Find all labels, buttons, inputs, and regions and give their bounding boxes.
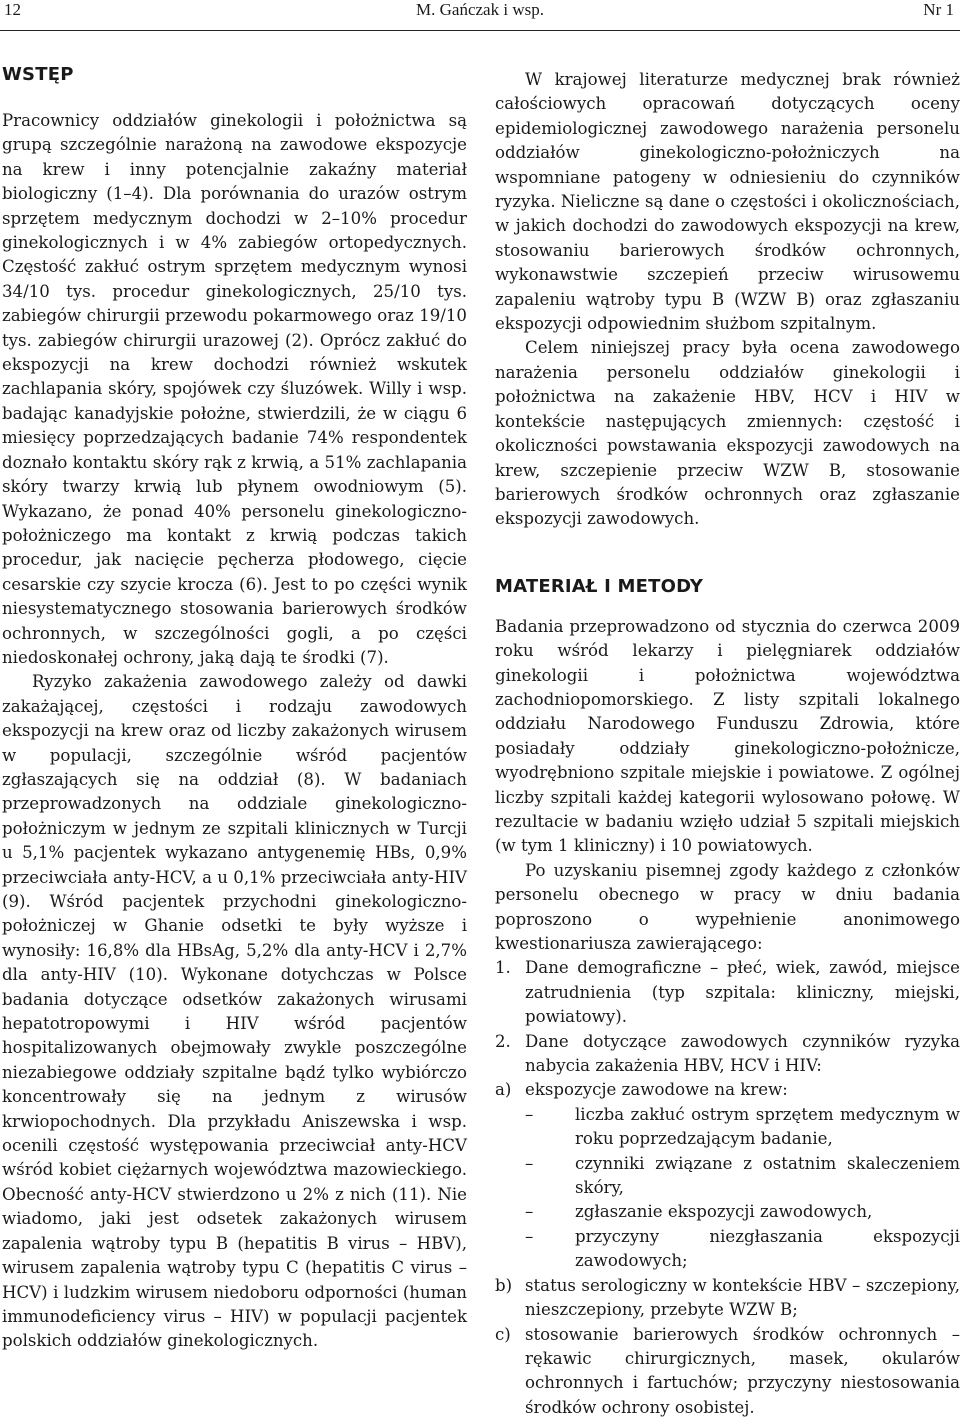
page-number: 12 (4, 0, 21, 20)
list-marker: – (525, 1225, 575, 1274)
paragraph: Badania przeprowadzono od stycznia do czerwca 2009 roku wśród lekarzy i pielęgniarek oddziałów ginekologii i położnictwa województwa zachodniopomorskiego. Z listy szpitali lokalnego oddziału Narodowego Funduszu Zdrowia, które posiadały oddziały ginekologiczno-położnicze, wyodrębniono szpitale miejskie i powiatowe. Z ogólnej liczby szpitali każdej kategorii wylosowano połowę. W rezultacie w badaniu wzięło udział 5 szpitali miejskich (w tym 1 kliniczny) i 10 powiatowych. (495, 615, 960, 859)
list-item-text: przyczyny niezgłaszania ekspozycji zawodowych; (575, 1225, 960, 1274)
paragraph: Pracownicy oddziałów ginekologii i położnictwa są grupą szczególnie narażoną na zawodowe ekspozycje na krew i inny potencjalnie zakaźny materiał biologiczny (1–4). Dla porównania do urazów ostrym sprzętem medycznym dochodzi w 2–10% procedur ginekologicznych i w 4% zabiegów ortopedycznych. Częstość zakłuć ostrym sprzętem medycznym wynosi 34/10 tys. procedur ginekologicznych, 25/10 tys. zabiegów chirurgii przewodu pokarmowego oraz 19/10 tys. zabiegów chirurgii urazowej (2). Oprócz zakłuć do ekspozycji na krew dochodzi również wskutek zachlapania skóry, spojówek czy śluzówek. Willy i wsp. badając kanadyjskie położne, stwierdzili, że w ciągu 6 miesięcy poprzedzających badanie 74% respondentek doznało kontaktu skóry rąk z krwią, a 51% zachlapania skóry twarzy krwią lub płynem owodniowym (5). Wykazano, że ponad 40% personelu ginekologiczno-położniczego ma kontakt z krwią podczas takich procedur, jak nacięcie pęcherza płodowego, cięcie cesarskie czy szycie krocza (6). Jest to po części wynik niesystematycznego stosowania barierowych środków ochronnych, w szczególności gogli, a po części niedoskonałej ochrony, jaką dają te środki (7). (2, 109, 467, 670)
list-item (495, 1274, 960, 1323)
list-marker: – (525, 1200, 575, 1224)
running-authors: M. Gańczak i wsp. (0, 0, 960, 20)
paragraph: Celem niniejszej pracy była ocena zawodowego narażenia personelu oddziałów ginekologii i położnictwa na zakażenie HBV, HCV i HIV w kontekście następujących zmiennych: częstość i okoliczności powstawania ekspozycji zawodowych na krew, szczepienie przeciw WZW B, stosowanie barierowych środków ochronnych oraz zgłaszanie ekspozycji zawodowych. (495, 336, 960, 531)
list-item-text: czynniki związane z ostatnim skaleczeniem skóry, (575, 1152, 960, 1201)
list-item-text: zgłaszanie ekspozycji zawodowych, (575, 1200, 960, 1224)
list-marker: 2. (495, 1030, 525, 1079)
list-item (525, 1225, 960, 1274)
list-marker: 1. (495, 956, 525, 1029)
list-item-text: Dane dotyczące zawodowych czynników ryzyka nabycia zakażenia HBV, HCV i HIV: (525, 1030, 960, 1079)
list-item (495, 956, 960, 1029)
list-marker: – (525, 1103, 575, 1152)
list-item-text: status serologiczny w kontekście HBV – szczepiony, nieszczepiony, przebyte WZW B; (525, 1274, 960, 1323)
header-rule (0, 30, 960, 31)
list-marker: c) (495, 1323, 525, 1420)
page-header (0, 0, 960, 22)
list-item-text: liczba zakłuć ostrym sprzętem medycznym w roku poprzedzającym badanie, (575, 1103, 960, 1152)
list-item (495, 1078, 960, 1102)
list-item (525, 1200, 960, 1224)
list-item (525, 1152, 960, 1201)
list-item (495, 1030, 960, 1079)
list-item-text: ekspozycje zawodowe na krew: (525, 1078, 960, 1102)
right-column (495, 68, 960, 1420)
questionnaire-list (495, 956, 960, 1420)
paragraph: Po uzyskaniu pisemnej zgody każdego z członków personelu obecnego w pracy w dniu badania poproszono o wypełnienie anonimowego kwestionariusza zawierającego: (495, 859, 960, 957)
paragraph: W krajowej literaturze medycznej brak również całościowych opracowań dotyczących oceny epidemiologicznej zawodowego narażenia personelu oddziałów ginekologiczno-położniczych na wspomniane patogeny w odniesieniu do czynników ryzyka. Nieliczne są dane o częstości i okolicznościach, w jakich dochodzi do zawodowych ekspozycji na krew, stosowaniu barierowych środków ochronnych, wykonawstwie szczepień przeciw wirusowemu zapaleniu wątroby typu B (WZW B) oraz zgłaszaniu ekspozycji odpowiednim służbom szpitalnym. (495, 68, 960, 336)
section-heading-intro: WSTĘP (2, 64, 467, 85)
paragraph: Ryzyko zakażenia zawodowego zależy od dawki zakażającej, częstości i rodzaju zawodowych ekspozycji na krew oraz od liczby zakażonych wirusem w populacji, szczególnie wśród pacjentów zgłaszających się na oddział (8). W badaniach przeprowadzonych na oddziale ginekologiczno-położniczym w jednym ze szpitali klinicznych w Turcji u 5,1% pacjentek wykazano antygenemię HBs, 0,9% przeciwciała anty-HCV, a u 0,1% przeciwciała anty-HIV (9). Wśród pacjentek przychodni ginekologiczno-położniczej w Ghanie odsetki te były wyższe i wynosiły: 16,8% dla HBsAg, 5,2% dla anty-HCV i 2,7% dla anty-HIV (10). Wykonane dotychczas w Polsce badania dotyczące odsetków zakażonych wirusami hepatotropowymi i HIV wśród pacjentów hospitalizowanych obejmowały zwykle poszczególne niezabiegowe oddziały szpitalne bądź tylko wybiórczo koncentrowały się na jednym z wirusów krwiopochodnych. Dla przykładu Aniszewska i wsp. ocenili częstość występowania przeciwciał anty-HCV wśród kobiet ciężarnych województwa mazowieckiego. Obecność anty-HCV stwierdzono u 2% z nich (11). Nie wiadomo, jaki jest odsetek zakażonych wirusem zapalenia wątroby typu B (hepatitis B virus – HBV), wirusem zapalenia wątroby typu C (hepatitis C virus – HCV) i ludzkim wirusem niedoboru odporności (human immunodeficiency virus – HIV) w populacji pacjentek polskich oddziałów ginekologicznych. (2, 670, 467, 1353)
list-item-text: stosowanie barierowych środków ochronnych – rękawic chirurgicznych, masek, okularów ochronnych i fartuchów; przyczyny niestosowania środków ochrony osobistej. (525, 1323, 960, 1420)
list-marker: a) (495, 1078, 525, 1102)
list-item-text: Dane demograficzne – płeć, wiek, zawód, miejsce zatrudnienia (typ szpitala: kliniczny, miejski, powiatowy). (525, 956, 960, 1029)
issue-number: Nr 1 (923, 0, 954, 20)
left-column (2, 64, 467, 1354)
list-marker: b) (495, 1274, 525, 1323)
section-heading-methods: MATERIAŁ I METODY (495, 576, 960, 597)
list-item (525, 1103, 960, 1152)
list-item (495, 1323, 960, 1420)
list-marker: – (525, 1152, 575, 1201)
